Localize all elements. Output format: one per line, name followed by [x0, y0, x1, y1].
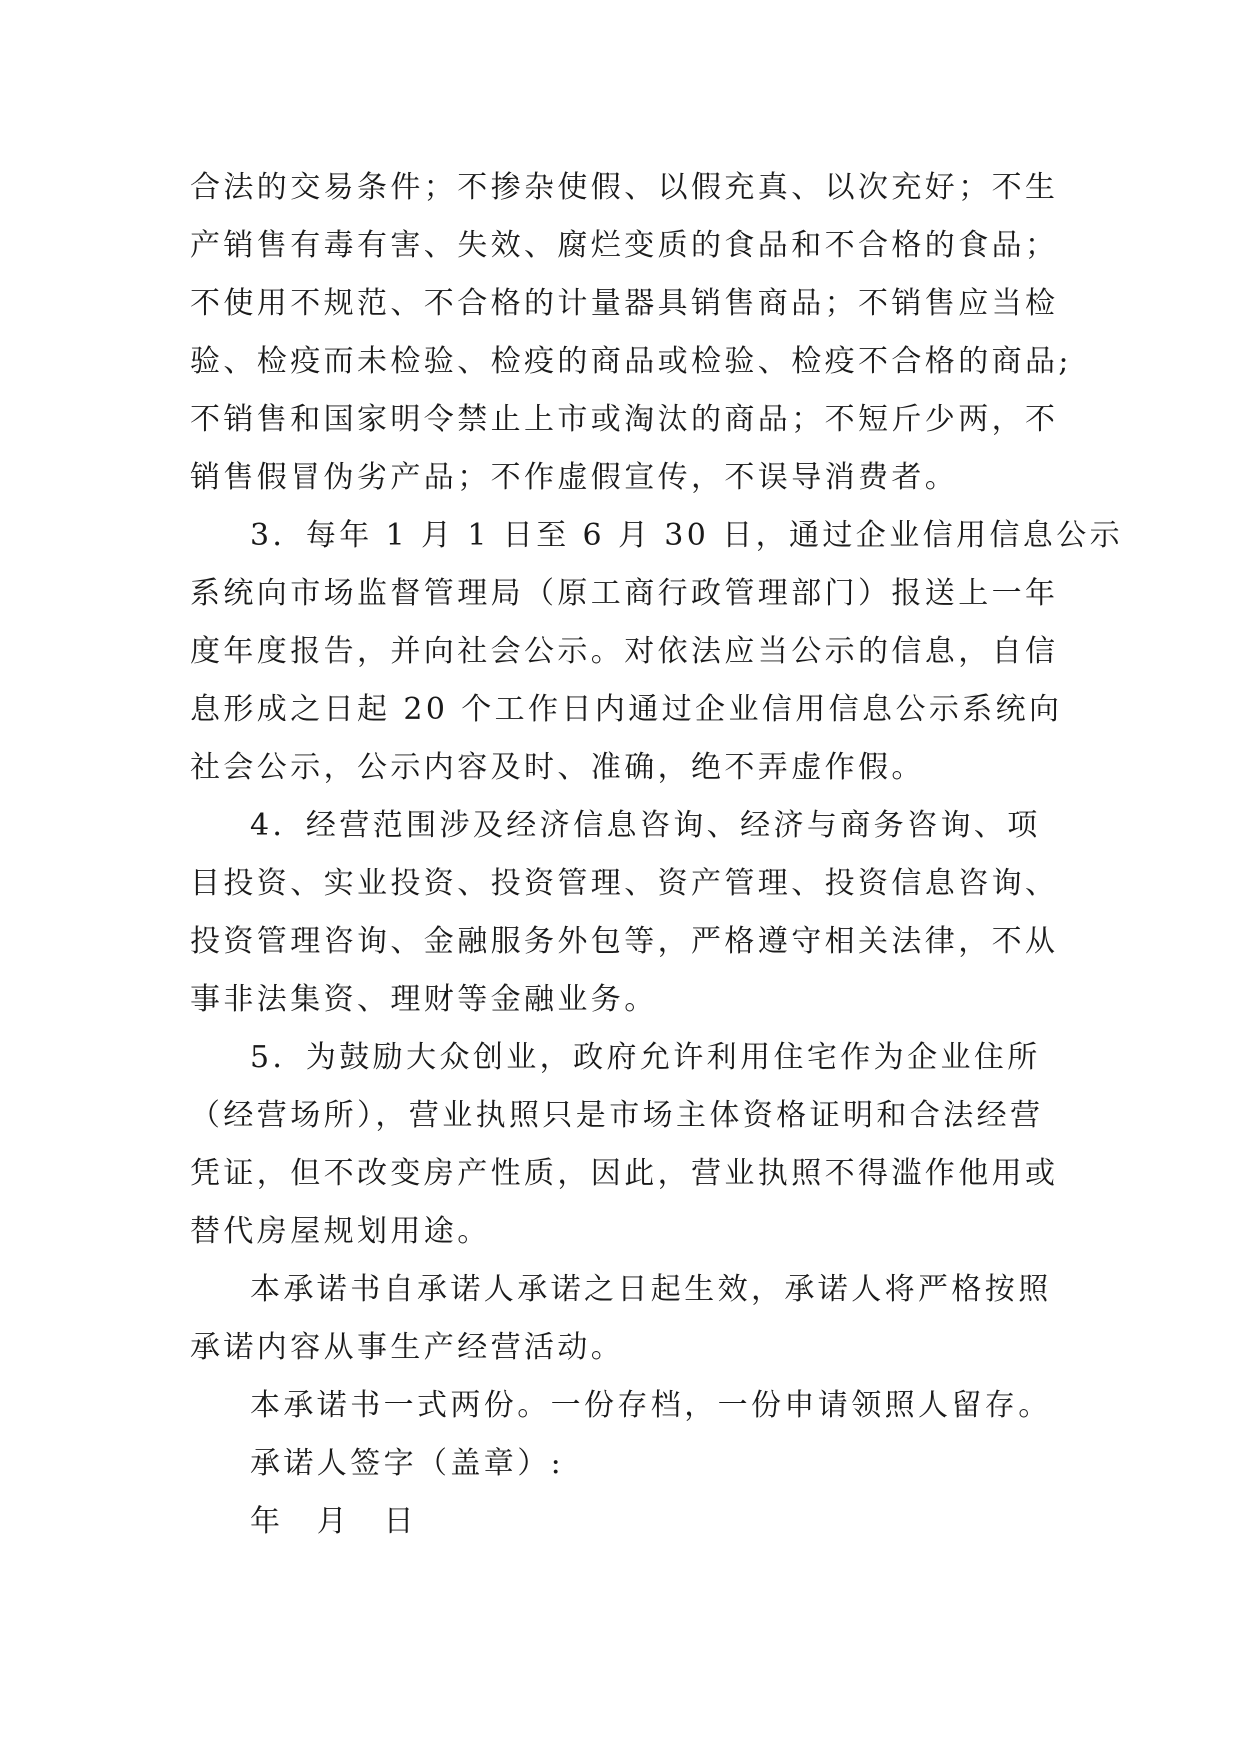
- text-line: 承诺内容从事生产经营活动。: [190, 1330, 625, 1365]
- text-line: 息形成之日起 20 个工作日内通过企业信用信息公示系统向: [190, 692, 1063, 727]
- clause-3-heading-line: 3．每年 1 月 1 日至 6 月 30 日，通过企业信用信息公示: [250, 518, 1124, 553]
- text-line: 不销售和国家明令禁止上市或淘汰的商品；不短斤少两，不: [190, 402, 1059, 437]
- text-line: 验、检疫而未检验、检疫的商品或检验、检疫不合格的商品;: [190, 344, 1072, 379]
- text-line: 系统向市场监督管理局（原工商行政管理部门）报送上一年: [190, 576, 1059, 611]
- text-line: 社会公示，公示内容及时、准确，绝不弄虚作假。: [190, 750, 925, 785]
- date-label: 年 月 日: [250, 1504, 417, 1539]
- text-line: 产销售有毒有害、失效、腐烂变质的食品和不合格的食品；: [190, 228, 1059, 263]
- text-line: 凭证，但不改变房产性质，因此，营业执照不得滥作他用或: [190, 1156, 1059, 1191]
- text-line: 事非法集资、理财等金融业务。: [190, 982, 658, 1017]
- text-line: 合法的交易条件；不掺杂使假、以假充真、以次充好；不生: [190, 170, 1059, 205]
- effective-statement-line: 本承诺书自承诺人承诺之日起生效，承诺人将严格按照: [250, 1272, 1052, 1307]
- text-line: 目投资、实业投资、投资管理、资产管理、投资信息咨询、: [190, 866, 1059, 901]
- text-line: 不使用不规范、不合格的计量器具销售商品；不销售应当检: [190, 286, 1059, 321]
- text-line: 替代房屋规划用途。: [190, 1214, 491, 1249]
- signature-label: 承诺人签字（盖章）:: [250, 1446, 565, 1481]
- copies-statement-line: 本承诺书一式两份。一份存档，一份申请领照人留存。: [250, 1388, 1052, 1423]
- text-line: 投资管理咨询、金融服务外包等，严格遵守相关法律，不从: [190, 924, 1059, 959]
- document-body: [190, 159, 1124, 1551]
- text-line: 销售假冒伪劣产品；不作虚假宣传，不误导消费者。: [190, 460, 959, 495]
- text-line: 度年度报告，并向社会公示。对依法应当公示的信息，自信: [190, 634, 1059, 669]
- text-line: （经营场所），营业执照只是市场主体资格证明和合法经营: [190, 1098, 1044, 1133]
- clause-4-heading-line: 4．经营范围涉及经济信息咨询、经济与商务咨询、项: [250, 808, 1041, 843]
- clause-5-heading-line: 5．为鼓励大众创业，政府允许利用住宅作为企业住所: [250, 1040, 1041, 1075]
